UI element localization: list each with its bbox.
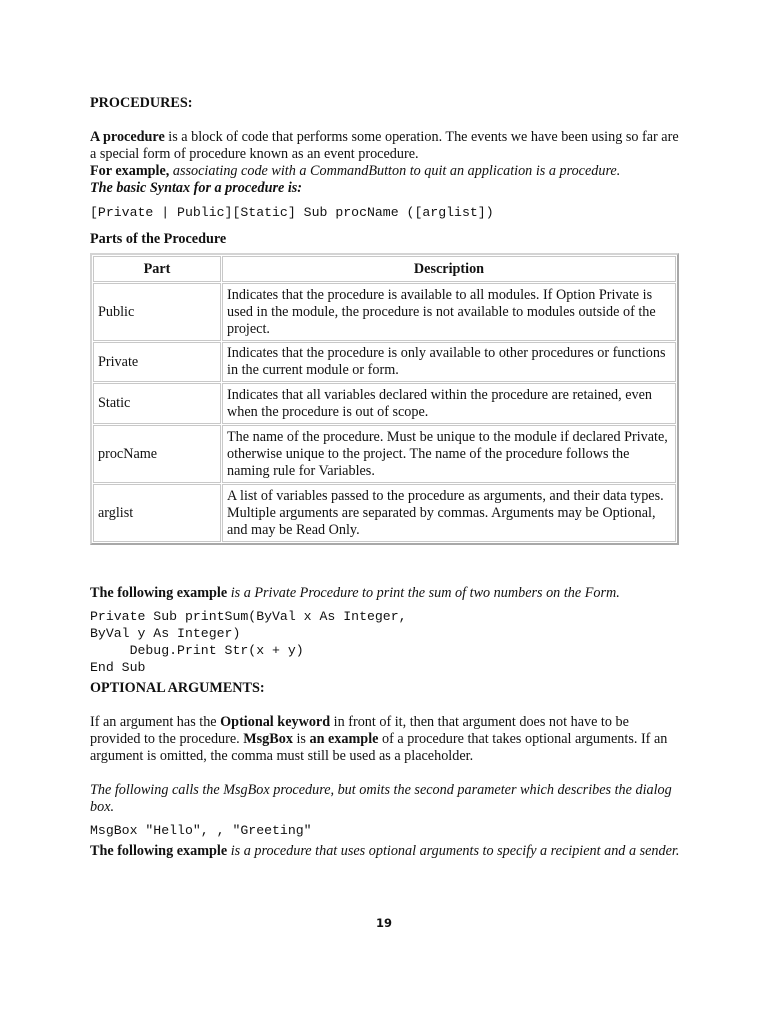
example-line — [90, 163, 680, 180]
optional-bold-3: an example — [309, 731, 379, 747]
parts-heading: Parts of the Procedure — [90, 231, 227, 247]
example2-paragraph — [90, 843, 680, 860]
msgbox-note: The following calls the MsgBox procedure, but omits the second parameter which describes the dialog box. — [90, 782, 672, 815]
table-row — [93, 383, 676, 424]
optional-text-3: is — [292, 731, 310, 747]
optional-text-2: in front of it, then that argument does not have to be provided to the procedure. — [90, 714, 629, 747]
example-bold: For example, — [90, 163, 170, 179]
table-row — [93, 425, 676, 483]
optional-bold-2: MsgBox — [243, 731, 293, 747]
cell-part: arglist — [93, 484, 221, 542]
intro-bold-lead: A procedure — [90, 129, 165, 145]
example-italic: associating code with a CommandButton to quit an application is a procedure. — [169, 163, 621, 179]
optional-text-1: If an argument has the — [90, 714, 221, 730]
document-page — [90, 95, 680, 860]
cell-description: A list of variables passed to the procedure as arguments, and their data types. Multiple arguments are separated by commas. Arguments may be Optional, and may be Read Only. — [222, 484, 676, 542]
optional-bold-1: Optional keyword — [220, 714, 331, 730]
syntax-heading: The basic Syntax for a procedure is: — [90, 180, 303, 196]
table-header-row — [93, 256, 676, 282]
page-number: 19 — [375, 916, 392, 930]
header-description: Description — [222, 256, 676, 282]
msgbox-code: MsgBox "Hello", , "Greeting" — [90, 823, 312, 838]
example1-code: Private Sub printSum(ByVal x As Integer, ByVal y As Integer) Debug.Print Str(x + y) End Sub — [90, 609, 407, 675]
intro-paragraph — [90, 129, 680, 163]
example2-italic: is a procedure that uses optional arguments to specify a recipient and a sender. — [227, 843, 680, 859]
table-row — [93, 484, 676, 542]
intro-text: is a block of code that performs some operation. The events we have been using so far are a special form of procedure known as an event procedure. — [90, 129, 679, 162]
cell-description: The name of the procedure. Must be unique to the module if declared Private, otherwise unique to the project. The name of the procedure follows the naming rule for Variables. — [222, 425, 676, 483]
cell-part: Public — [93, 283, 221, 341]
cell-description: Indicates that all variables declared within the procedure are retained, even when the procedure is out of scope. — [222, 383, 676, 424]
cell-description: Indicates that the procedure is available to all modules. If Option Private is used in the module, the procedure is not available to modules outside of the project. — [222, 283, 676, 341]
cell-description: Indicates that the procedure is only available to other procedures or functions in the current module or form. — [222, 342, 676, 382]
header-part: Part — [93, 256, 221, 282]
example2-bold: The following example — [90, 843, 228, 859]
syntax-code: [Private | Public][Static] Sub procName ([arglist]) — [90, 205, 494, 220]
cell-part: procName — [93, 425, 221, 483]
table-row — [93, 342, 676, 382]
section-title: PROCEDURES: — [90, 95, 193, 111]
optional-text-4: of a procedure that takes optional arguments. If an argument is omitted, the comma must still be used as a placeholder. — [90, 731, 668, 764]
example1-italic: is a Private Procedure to print the sum of two numbers on the Form. — [227, 585, 620, 601]
example1-bold: The following example — [90, 585, 228, 601]
parts-table — [90, 253, 679, 545]
optional-paragraph — [90, 714, 680, 765]
table-row — [93, 283, 676, 341]
cell-part: Private — [93, 342, 221, 382]
cell-part: Static — [93, 383, 221, 424]
example1-paragraph — [90, 585, 680, 602]
optional-heading: OPTIONAL ARGUMENTS: — [90, 680, 265, 696]
